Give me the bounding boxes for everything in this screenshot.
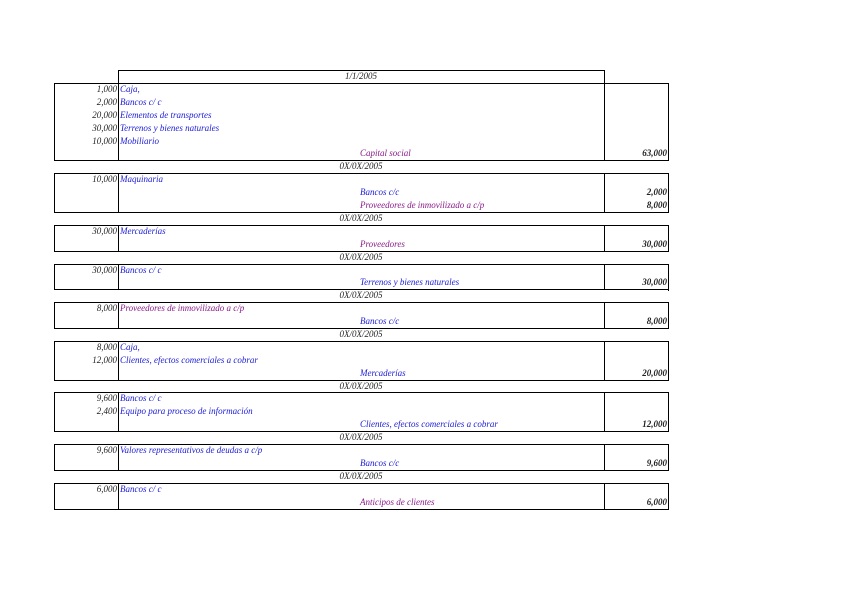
debit-account: Caja, <box>120 84 140 94</box>
entry-right-border <box>668 264 669 291</box>
debit-account: Caja, <box>120 342 140 352</box>
debit-row <box>54 405 668 418</box>
debit-account: Bancos c/ c <box>120 484 162 494</box>
debit-row <box>54 354 668 367</box>
entry-left-border <box>54 225 55 251</box>
credit-account: Proveedores <box>360 239 405 249</box>
credit-amount: 20,000 <box>642 368 667 378</box>
debit-amount: 20,000 <box>92 110 117 120</box>
debit-row <box>54 341 668 354</box>
entry-date: 0X/0X/2005 <box>339 252 383 262</box>
debit-amount: 9,600 <box>96 445 117 455</box>
debit-row <box>54 173 668 186</box>
date-right-border <box>604 70 605 83</box>
debit-amount: 30,000 <box>92 226 117 236</box>
entry-date-row <box>54 289 668 302</box>
debit-row <box>54 122 668 135</box>
entry-date-row <box>54 470 668 483</box>
credit-amount: 8,000 <box>646 316 667 326</box>
entry-date: 0X/0X/2005 <box>339 381 383 391</box>
entry-right-border <box>668 302 669 329</box>
entry-left-border <box>54 173 55 212</box>
debit-account: Clientes, efectos comerciales a cobrar <box>120 355 258 365</box>
debit-amount: 30,000 <box>92 265 117 275</box>
entry-credit-divider <box>604 264 605 290</box>
debit-account: Bancos c/ c <box>120 265 162 275</box>
entry-date: 0X/0X/2005 <box>339 161 383 171</box>
debit-account: Mercaderías <box>120 226 166 236</box>
entry-date: 0X/0X/2005 <box>339 290 383 300</box>
entry-date-row <box>54 160 668 173</box>
credit-row <box>54 186 668 199</box>
credit-amount: 30,000 <box>642 239 667 249</box>
entry-bottom-border <box>54 509 669 510</box>
date-left-border <box>118 70 119 83</box>
entry-credit-divider <box>604 225 605 251</box>
entry-left-border <box>54 444 55 470</box>
debit-row <box>54 225 668 238</box>
credit-account: Terrenos y bienes naturales <box>360 277 460 287</box>
debit-account: Equipo para proceso de información <box>120 406 253 416</box>
debit-row <box>54 483 668 496</box>
date-top-border <box>118 70 605 71</box>
credit-account: Anticipos de clientes <box>360 497 435 507</box>
entry-debit-divider <box>118 173 119 212</box>
debit-account: Mobiliario <box>120 136 160 146</box>
entry-debit-divider <box>118 341 119 380</box>
entry-date-row <box>54 251 668 264</box>
entry-date: 0X/0X/2005 <box>339 432 383 442</box>
debit-row <box>54 392 668 405</box>
debit-account: Maquinaria <box>120 174 164 184</box>
entry-date-row <box>54 431 668 444</box>
debit-amount: 2,000 <box>96 97 117 107</box>
debit-amount: 10,000 <box>92 136 117 146</box>
entry-credit-divider <box>604 444 605 470</box>
entry-date: 0X/0X/2005 <box>339 213 383 223</box>
credit-row <box>54 276 668 289</box>
credit-amount: 8,000 <box>646 200 667 210</box>
credit-row <box>54 238 668 251</box>
entry-left-border <box>54 83 55 160</box>
entry-date-row <box>54 70 668 83</box>
credit-account: Proveedores de inmovilizado a c/p <box>360 200 485 210</box>
credit-amount: 2,000 <box>646 187 667 197</box>
debit-account: Proveedores de inmovilizado a c/p <box>120 303 245 313</box>
credit-account: Clientes, efectos comerciales a cobrar <box>360 419 498 429</box>
credit-account: Capital social <box>360 148 411 158</box>
credit-account: Bancos c/c <box>360 458 400 468</box>
debit-amount: 8,000 <box>96 342 117 352</box>
credit-row <box>54 199 668 212</box>
entry-date: 0X/0X/2005 <box>339 471 383 481</box>
debit-amount: 6,000 <box>96 484 117 494</box>
entry-date-row <box>54 328 668 341</box>
debit-amount: 10,000 <box>92 174 117 184</box>
entry-right-border <box>668 483 669 510</box>
entry-debit-divider <box>118 302 119 328</box>
credit-account: Bancos c/c <box>360 187 400 197</box>
credit-amount: 12,000 <box>642 419 667 429</box>
entry-debit-divider <box>118 483 119 509</box>
credit-amount: 63,000 <box>642 148 667 158</box>
entry-left-border <box>54 264 55 290</box>
entry-debit-divider <box>118 83 119 160</box>
debit-account: Elementos de transportes <box>120 110 212 120</box>
entry-date: 0X/0X/2005 <box>339 329 383 339</box>
entry-right-border <box>668 341 669 381</box>
debit-row <box>54 109 668 122</box>
debit-row <box>54 96 668 109</box>
entry-date-row <box>54 212 668 225</box>
entry-right-border <box>668 225 669 252</box>
entry-left-border <box>54 483 55 509</box>
entry-debit-divider <box>118 444 119 470</box>
debit-row <box>54 302 668 315</box>
debit-amount: 8,000 <box>96 303 117 313</box>
debit-amount: 2,400 <box>96 406 117 416</box>
debit-amount: 30,000 <box>92 123 117 133</box>
entry-credit-divider <box>604 83 605 160</box>
entry-left-border <box>54 341 55 380</box>
debit-account: Terrenos y bienes naturales <box>120 123 220 133</box>
entry-credit-divider <box>604 341 605 380</box>
debit-amount: 1,000 <box>96 84 117 94</box>
debit-row <box>54 444 668 457</box>
debit-amount: 9,600 <box>96 393 117 403</box>
credit-row <box>54 457 668 470</box>
debit-row <box>54 83 668 96</box>
credit-row <box>54 496 668 509</box>
debit-amount: 12,000 <box>92 355 117 365</box>
entry-debit-divider <box>118 225 119 251</box>
entry-credit-divider <box>604 173 605 212</box>
credit-row <box>54 367 668 380</box>
credit-account: Bancos c/c <box>360 316 400 326</box>
entry-credit-divider <box>604 302 605 328</box>
debit-account: Valores representativos de deudas a c/p <box>120 445 263 455</box>
entry-left-border <box>54 302 55 328</box>
credit-amount: 6,000 <box>646 497 667 507</box>
entry-credit-divider <box>604 392 605 431</box>
credit-row <box>54 315 668 328</box>
entry-right-border <box>668 83 669 161</box>
credit-row <box>54 147 668 160</box>
debit-account: Bancos c/ c <box>120 97 162 107</box>
credit-amount: 9,600 <box>646 458 667 468</box>
entry-right-border <box>668 173 669 213</box>
entry-debit-divider <box>118 392 119 431</box>
entry-right-border <box>668 444 669 471</box>
entry-debit-divider <box>118 264 119 290</box>
entry-left-border <box>54 392 55 431</box>
credit-account: Mercaderías <box>360 368 406 378</box>
entry-date: 1/1/2005 <box>344 71 377 81</box>
credit-row <box>54 418 668 431</box>
entry-credit-divider <box>604 483 605 509</box>
debit-account: Bancos c/ c <box>120 393 162 403</box>
entry-right-border <box>668 392 669 432</box>
credit-amount: 30,000 <box>642 277 667 287</box>
